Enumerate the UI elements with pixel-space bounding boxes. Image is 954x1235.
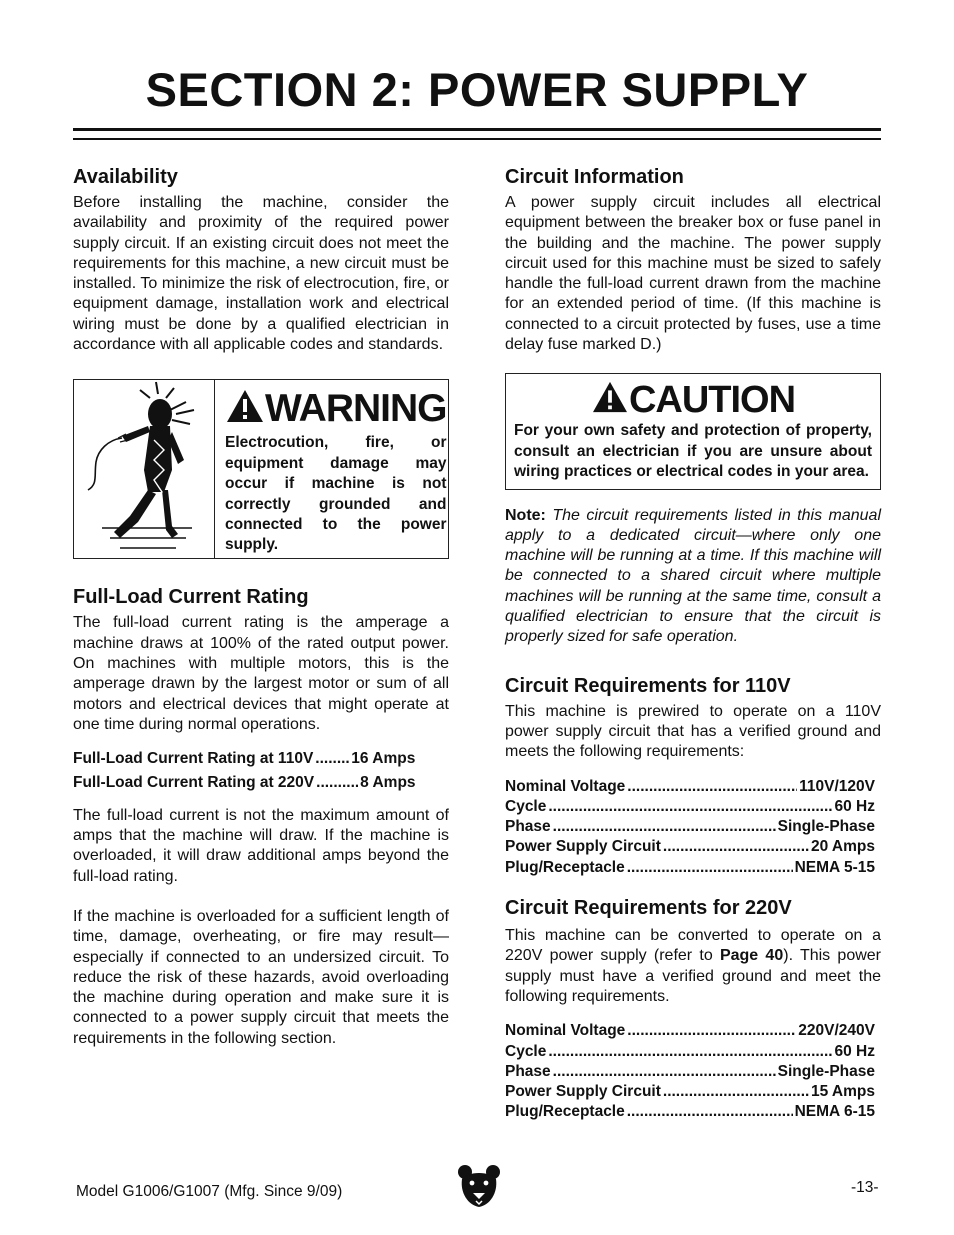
spec-row (505, 777, 875, 797)
spec-label: Nominal Voltage (505, 1022, 626, 1040)
spec-label: Cycle (505, 1042, 547, 1060)
rating-row (73, 773, 449, 793)
req-220-text-end: ). This power supply must have a verified ground and meet the following requirements. (505, 947, 881, 1005)
circuit-info-heading: Circuit Information (505, 166, 684, 188)
spec-label: Nominal Voltage (505, 777, 626, 795)
warning-text-panel (215, 380, 457, 558)
caution-box (505, 373, 881, 489)
spec-label: Power Supply Circuit (505, 1083, 661, 1101)
leader-dots (627, 858, 793, 878)
spec-row (505, 817, 875, 837)
spec-value: NEMA 6-15 (794, 1103, 875, 1121)
caution-text: For your own safety and protection of property, consult an electrician if you are unsure about wiring practices or electrical codes in your area. (514, 422, 872, 481)
warning-text: Electrocution, fire, or equipment damage may occur if machine is not correctly grounded and connected to the power supply. (225, 434, 447, 554)
req-220-text-start: This machine can be converted to operate on a 220V power supply (refer to (505, 927, 881, 965)
req-110-text: This machine is prewired to operate on a 110V power supply circuit that has a verified ground and meets the following requirements: (505, 702, 881, 761)
leader-dots (663, 1082, 809, 1102)
spec-value: 60 Hz (834, 797, 875, 815)
full-load-heading: Full-Load Current Rating (73, 586, 309, 609)
rating-row (73, 749, 449, 769)
leader-dots (548, 1042, 832, 1062)
leader-dots (663, 837, 809, 857)
spec-row (505, 837, 875, 857)
circuit-info-text: A power supply circuit includes all electrical equipment between the breaker box or fuse panel in the building and the machine. The power supply circuit used for this machine must be sized to safely handle the full-load current drawn from the machine for an extended period of time. (If this machine is connected to a circuit protected by fuses, use a time delay fuse marked D.) (505, 194, 881, 354)
rating-label: Full-Load Current Rating at 220V (73, 774, 315, 792)
req-220-text (505, 926, 881, 1007)
spec-value: NEMA 5-15 (794, 858, 875, 876)
spec-value: 110V/120V (799, 777, 875, 795)
spec-label: Plug/Receptacle (505, 1103, 625, 1121)
spec-row (505, 858, 875, 878)
rating-value: 16 Amps (351, 750, 416, 768)
spec-row (505, 1042, 875, 1062)
spec-label: Power Supply Circuit (505, 838, 661, 856)
req-110-specs (505, 777, 875, 878)
leader-dots (553, 1062, 776, 1082)
req-220-heading: Circuit Requirements for 220V (505, 897, 792, 920)
caution-label: CAUTION (628, 378, 796, 421)
right-column (505, 165, 881, 1123)
leader-dots (627, 777, 797, 797)
electrocution-figure-icon (74, 380, 215, 558)
note-text: The circuit requirements listed in this manual apply to a dedicated circuit—where only one machine will be running at a time. If this machine will be connected to a shared circuit where multiple machines will be running at the same time, consult a qualified electrician to ensure that the circuit is properly sized for safe operation. (505, 506, 882, 646)
full-load-text-2: The full-load current is not the maximum amount of amps that the machine will draw. If the machine is overloaded, it will draw additional amps beyond the full-load rating. (73, 806, 449, 885)
spec-value: Single-Phase (777, 1062, 875, 1080)
spec-row (505, 1102, 875, 1122)
spec-label: Phase (505, 1062, 551, 1080)
spec-value: 60 Hz (834, 1042, 875, 1060)
warning-label: WARNING (265, 386, 447, 430)
leader-dots (553, 817, 776, 837)
footer-model: Model G1006/G1007 (Mfg. Since 9/09) (76, 1183, 343, 1200)
full-load-ratings (73, 749, 449, 794)
spec-value: Single-Phase (777, 818, 875, 836)
availability-text: Before installing the machine, consider the availability and proximity of the required power supply circuit. If an existing circuit does not meet the requirements for this machine, a new circuit must be installed. To minimize the risk of electrocution, fire, or equipment damage, installation work and electrical wiring must be done by a qualified electrician in accordance with all applicable codes and standards. (73, 194, 449, 354)
spec-row (505, 1062, 875, 1082)
req-110-heading: Circuit Requirements for 110V (505, 674, 791, 697)
req-220-specs (505, 1021, 875, 1122)
page-title: SECTION 2: POWER SUPPLY (145, 63, 809, 116)
spec-value: 220V/240V (798, 1022, 875, 1040)
rating-label: Full-Load Current Rating at 110V (73, 750, 314, 768)
title-rule-thin (73, 138, 881, 140)
rating-value: 8 Amps (360, 774, 416, 792)
bear-head-logo-icon (456, 1163, 502, 1214)
exclamation-triangle-icon (591, 380, 629, 419)
page-number: -13- (851, 1179, 879, 1196)
spec-row (505, 1082, 875, 1102)
caution-heading (514, 380, 872, 419)
page-reference: Page 40 (719, 947, 784, 965)
spec-row (505, 797, 875, 817)
spec-label: Cycle (505, 797, 547, 815)
leader-dots (548, 797, 832, 817)
full-load-text: The full-load current rating is the amperage a machine draws at 100% of the rated output power. On machines with multiple motors, this is the amperage drawn by the largest motor or sum of all motors and electrical devices that might operate at one time during normal operations. (73, 614, 449, 733)
warning-heading (225, 388, 447, 429)
spec-value: 15 Amps (810, 1083, 875, 1101)
warning-box (73, 379, 449, 559)
spec-value: 20 Amps (810, 838, 875, 856)
note-label: Note: (505, 506, 546, 524)
left-column (73, 165, 449, 1049)
title-rule-thick (73, 128, 881, 131)
availability-heading: Availability (73, 166, 178, 188)
full-load-text-3: If the machine is overloaded for a sufficient length of time, damage, overheating, or fire may result—especially if connected to an undersized circuit. To reduce the risk of these hazards, avoid overloading the machine during operation and make sure it is connected to a power supply circuit that meets the requirements in the following section. (73, 907, 449, 1047)
spec-row (505, 1021, 875, 1041)
leader-dots (627, 1021, 796, 1041)
exclamation-triangle-icon (225, 388, 265, 429)
note-paragraph (505, 506, 881, 648)
leader-dots (627, 1102, 793, 1122)
spec-label: Phase (505, 818, 551, 836)
leader-dots (316, 773, 358, 793)
leader-dots (315, 749, 349, 769)
spec-label: Plug/Receptacle (505, 858, 625, 876)
